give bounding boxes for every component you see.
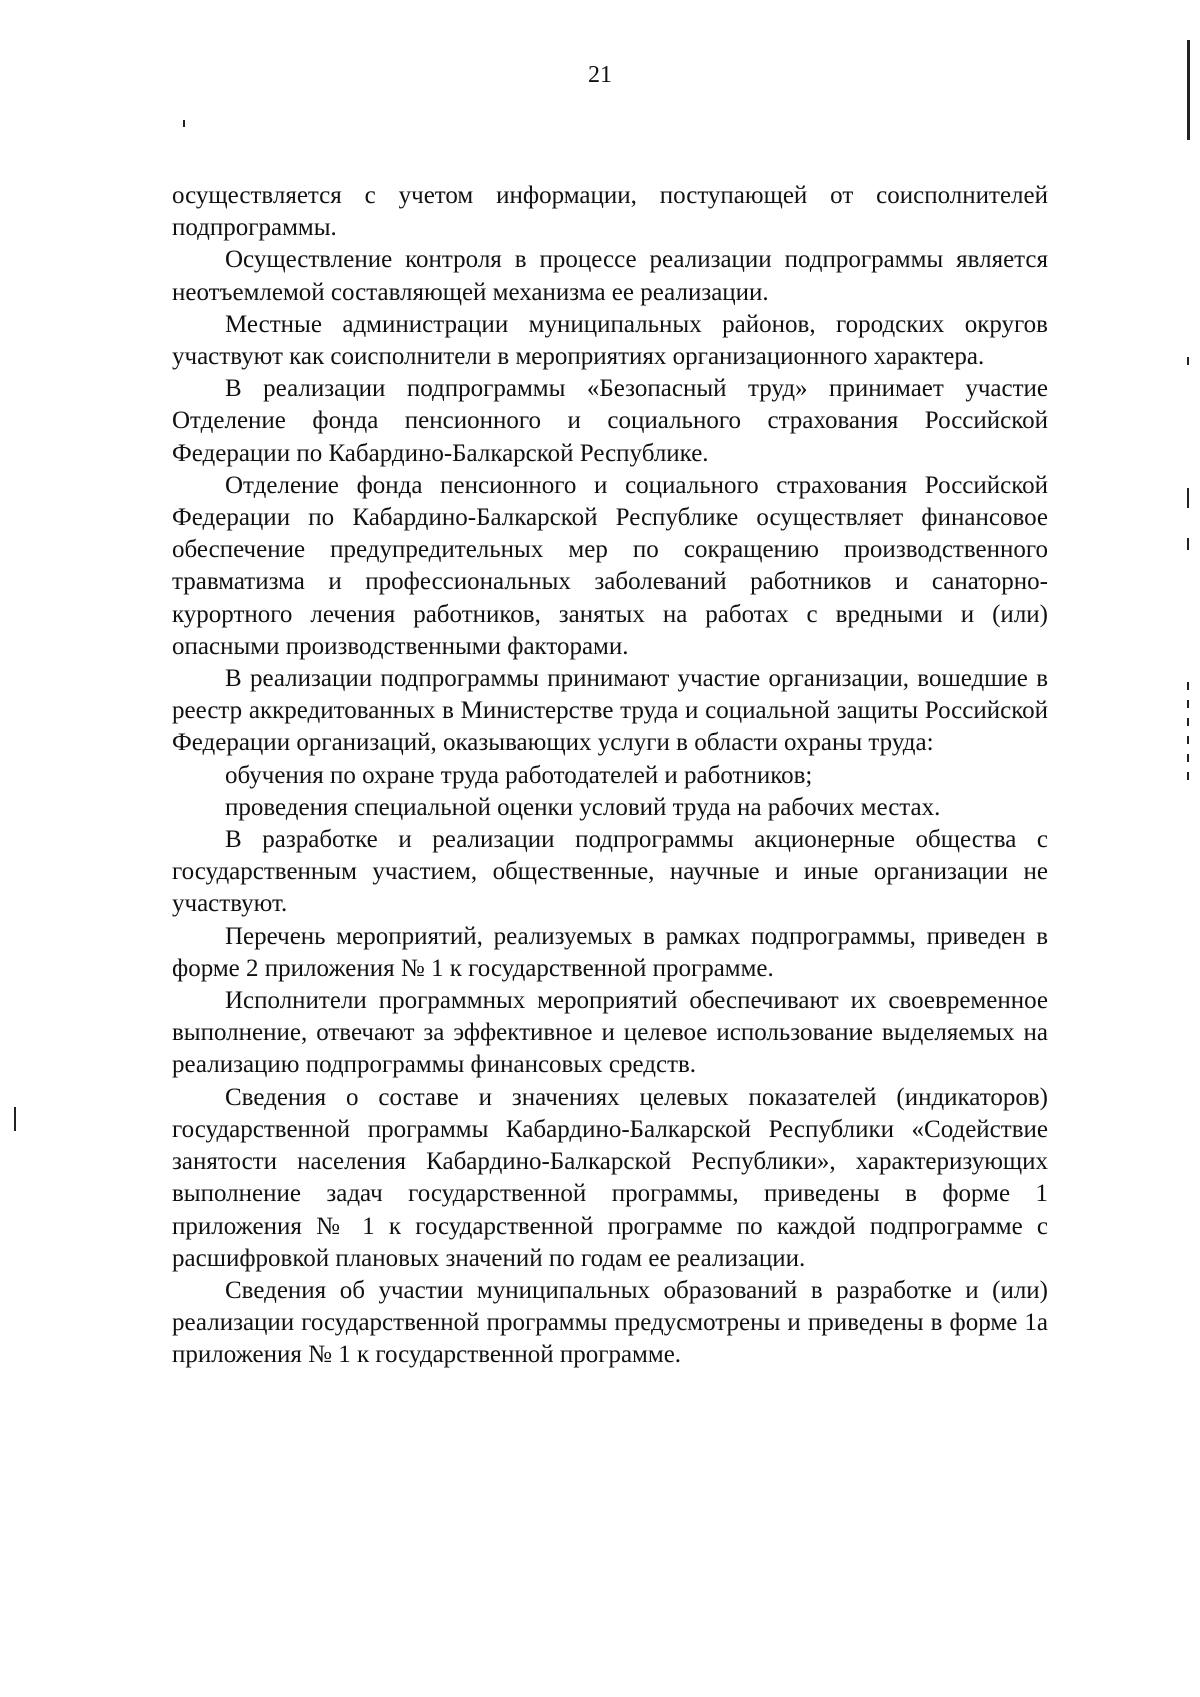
scan-speck: [14, 1107, 16, 1131]
scan-edge-line: [1187, 40, 1190, 140]
paragraph: Местные администрации муниципальных районов, городских округов участвуют как соисполнители в мероприятиях организационного характера.: [172, 310, 1048, 371]
scan-speck: [1187, 736, 1189, 744]
scan-speck: [1187, 538, 1189, 550]
scan-speck: [1187, 772, 1189, 780]
paragraph: Перечень мероприятий, реализуемых в рамках подпрограммы, приведен в форме 2 приложения № 1 к государственной программе.: [172, 922, 1048, 982]
paragraph: Осуществление контроля в процессе реализации подпрограммы является неотъемлемой составляющей механизма ее реализации.: [172, 246, 1048, 306]
paragraph: Отделение фонда пенсионного и социального страхования Российской Федерации по Кабардино-Балкарской Республике осуществляет финансовое обеспечение предупредительных мер по сокращению производственного травматизма и профессиональных заболеваний работников и санаторно-курортного лечения работников, занятых на работах с вредными и (или) опасными производственными факторами.: [172, 471, 1048, 660]
list-item: проведения специальной оценки условий труда на рабочих местах.: [225, 793, 941, 821]
scan-speck: [1187, 488, 1189, 508]
paragraph: Исполнители программных мероприятий обеспечивают их своевременное выполнение, отвечают за эффективное и целевое использование выделяемых на реализацию подпрограммы финансовых средств.: [172, 987, 1048, 1079]
paragraph: В реализации подпрограммы «Безопасный труд» принимает участие Отделение фонда пенсионного и социального страхования Российской Федерации по Кабардино-Балкарской Республике.: [172, 375, 1048, 467]
scan-speck: [183, 120, 185, 127]
page-number: 21: [588, 62, 612, 88]
scan-speck: [1187, 357, 1189, 365]
paragraph: В реализации подпрограммы принимают участие организации, вошедшие в реестр аккредитованных в Министерстве труда и социальной защиты Российской Федерации организаций, оказывающих услуги в области охраны труда:: [172, 665, 1048, 757]
list-item: обучения по охране труда работодателей и работников;: [225, 761, 813, 789]
scan-speck: [1187, 718, 1189, 726]
paragraph: Сведения о составе и значениях целевых показателей (индикаторов) государственной программы Кабардино-Балкарской Республики «Содействие занятости населения Кабардино-Балкарской Республики», характеризующих выполнение задач государственной программы, приведены в форме 1 приложения № 1 к государственной программе по каждой подпрограмме с расшифровкой плановых значений по годам ее реализации.: [172, 1083, 1048, 1272]
paragraph: В разработке и реализации подпрограммы акционерные общества с государственным участием, общественные, научные и иные организации не участвуют.: [172, 826, 1048, 918]
scan-speck: [1187, 682, 1189, 690]
document-body: [172, 180, 1048, 1372]
paragraph: осуществляется с учетом информации, поступающей от соисполнителей подпрограммы.: [172, 182, 1048, 242]
scan-speck: [1187, 700, 1189, 708]
paragraph: Сведения об участии муниципальных образований в разработке и (или) реализации государственной программы предусмотрены и приведены в форме 1а приложения № 1 к государственной программе.: [172, 1276, 1048, 1369]
scan-speck: [1187, 754, 1189, 762]
